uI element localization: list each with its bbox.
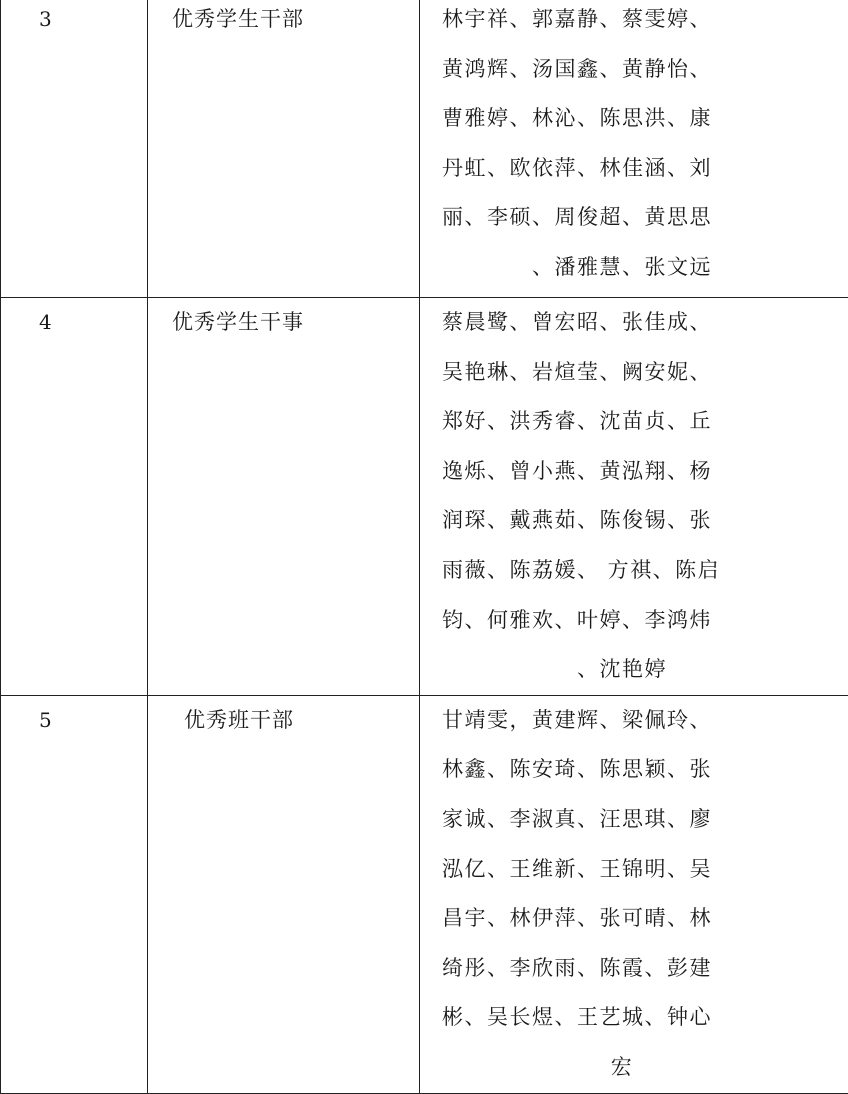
names-line: 润琛、戴燕茹、陈俊锡、张: [442, 496, 842, 546]
names-line: 彬、吴长煜、王艺城、钟心: [442, 993, 842, 1043]
names-line: 丹虹、欧依萍、林佳涵、刘: [442, 144, 842, 194]
names-line: 丽、李硕、周俊超、黄思思: [442, 193, 842, 243]
names-line: 绮彤、李欣雨、陈霞、彭建: [442, 944, 842, 994]
names-line: 林鑫、陈安琦、陈思颖、张: [442, 745, 842, 795]
award-category: 优秀学生干部: [148, 0, 419, 44]
names-line: 昌宇、林伊萍、张可晴、林: [442, 894, 842, 944]
award-category: 优秀学生干事: [148, 298, 419, 347]
names-cell: [420, 695, 848, 1093]
names-list: [420, 696, 848, 1093]
row-number-cell: [1, 695, 148, 1093]
names-line: 家诚、李淑真、汪思琪、廖: [442, 795, 842, 845]
names-line: 钧、何雅欢、叶婷、李鸿炜: [442, 596, 842, 646]
category-cell: [148, 298, 420, 696]
row-number: 3: [1, 0, 147, 44]
award-category: 优秀班干部: [148, 696, 419, 745]
names-line: 逸烁、曾小燕、黄泓翔、杨: [442, 447, 842, 497]
names-line: 、潘雅慧、张文远: [442, 243, 842, 293]
names-cell: [420, 0, 848, 298]
names-line: 甘靖雯，黄建辉、梁佩玲、: [442, 696, 842, 746]
names-cell: [420, 298, 848, 696]
names-line: 林宇祥、郭嘉静、蔡雯婷、: [442, 0, 842, 45]
names-list: [420, 0, 848, 293]
names-line: 曹雅婷、林沁、陈思洪、康: [442, 94, 842, 144]
names-line: 宏: [442, 1043, 842, 1093]
names-line: 蔡晨鹭、曾宏昭、张佳成、: [442, 298, 842, 348]
category-cell: [148, 0, 420, 298]
row-number-cell: [1, 0, 148, 298]
names-line: 雨薇、陈荔媛、 方祺、陈启: [442, 546, 842, 596]
table-row: [1, 695, 848, 1093]
names-line: 郑好、洪秀睿、沈苗贞、丘: [442, 397, 842, 447]
row-number-cell: [1, 298, 148, 696]
row-number: 5: [1, 696, 147, 745]
row-number: 4: [1, 298, 147, 347]
names-line: 吴艳琳、岩煊莹、阙安妮、: [442, 348, 842, 398]
table-row: [1, 298, 848, 696]
names-line: 泓亿、王维新、王锦明、吴: [442, 845, 842, 895]
table-row: [1, 0, 848, 298]
names-line: 黄鸿辉、汤国鑫、黄静怡、: [442, 45, 842, 95]
names-line: 、沈艳婷: [442, 645, 842, 695]
names-list: [420, 298, 848, 695]
category-cell: [148, 695, 420, 1093]
